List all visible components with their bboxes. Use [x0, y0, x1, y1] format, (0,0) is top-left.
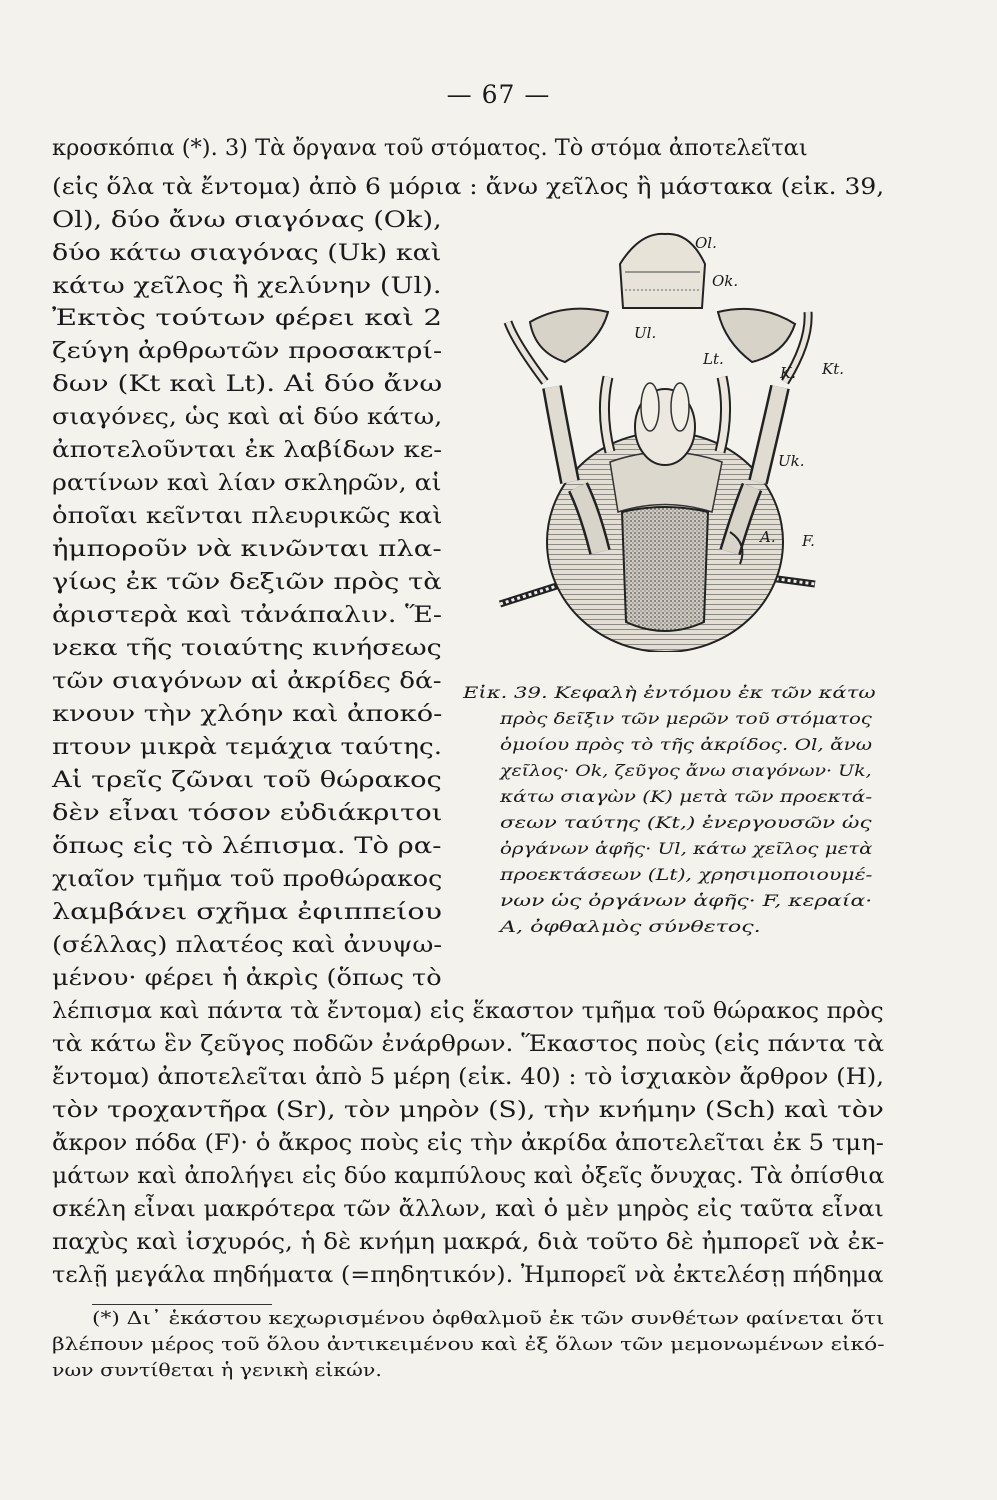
text-line: σιαγόνες, ὡς καὶ αἱ δύο κάτω, [52, 404, 443, 430]
text-line: τὰ κάτω ἓν ζεῦγος ποδῶν ἐνάρθρων. Ἕκαστος ποὺς (εἰς πάντα τὰ [52, 1031, 885, 1057]
label-ol: Ol. [695, 234, 717, 252]
text-line: τελῇ μεγάλα πηδήματα (=πηδητικόν). Ἠμπορεῖ νὰ ἐκτελέσῃ πήδημα [52, 1262, 884, 1288]
text-line: ἀποτελοῦνται ἐκ λαβίδων κε- [52, 437, 443, 463]
caption-line: νων ὡς ὀργάνων ἁφῆς· F, κεραία· [500, 892, 873, 910]
text-line: Αἱ τρεῖς ζῶναι τοῦ θώρακος [52, 767, 442, 793]
caption-line: ὀργάνων ἁφῆς· Ul, κάτω χεῖλος μετὰ [500, 840, 873, 858]
footnote-line: βλέπουν μέρος τοῦ ὅλου ἀντικειμένου καὶ ἐξ ὅλων τῶν μεμονωμένων εἰκό- [52, 1334, 885, 1355]
label-uk: Uk. [778, 452, 805, 470]
text-line: σκέλη εἶναι μακρότερα τῶν ἄλλων, καὶ ὁ μὲν μηρὸς εἰς ταῦτα εἶναι [52, 1196, 884, 1222]
text-line: (σέλλας) πλατέος καὶ ἀνυψω- [52, 932, 443, 958]
text-line: μένου· φέρει ἡ ἀκρὶς (ὅπως τὸ [52, 965, 442, 991]
text-line: γίως ἐκ τῶν δεξιῶν πρὸς τὰ [52, 569, 442, 595]
label-k: K. [780, 364, 796, 382]
label-lt: Lt. [703, 350, 724, 368]
text-line: ὅπως εἰς τὸ λέπισμα. Τὸ ρα- [52, 833, 442, 859]
text-line: νεκα τῆς τοιαύτης κινήσεως [52, 635, 442, 661]
page-number: — 67 — [446, 80, 551, 109]
text-line: ζεύγη ἀρθρωτῶν προσακτρί- [52, 338, 443, 364]
text-line: Ἐκτὸς τούτων φέρει καὶ 2 [52, 305, 443, 331]
label-ul: Ul. [634, 324, 657, 342]
text-line: ἠμποροῦν νὰ κινῶνται πλα- [52, 536, 442, 562]
label-kt: Kt. [822, 360, 845, 378]
text-line: ἔντομα) ἀποτελεῖται ἀπὸ 5 μέρη (εἰκ. 40) : τὸ ἰσχιακὸν ἄρθρον (H), [52, 1064, 884, 1090]
text-line: τῶν σιαγόνων αἱ ἀκρίδες δά- [52, 668, 442, 694]
text-line: λαμβάνει σχῆμα ἐφιππείου [52, 899, 442, 925]
text-line: ἄκρον πόδα (F)· ὁ ἄκρος ποὺς εἰς τὴν ἀκρίδα ἀποτελεῖται ἐκ 5 τμη- [52, 1130, 884, 1156]
text-line: κάτω χεῖλος ἢ χελύνην (Ul). [52, 273, 442, 299]
text-line: ἀριστερὰ καὶ τἀνάπαλιν. Ἕ- [52, 602, 442, 628]
text-line: κνουν τὴν χλόην καὶ ἀποκό- [52, 701, 443, 727]
text-line: μάτων καὶ ἀπολήγει εἰς δύο καμπύλους καὶ ὀξεῖς ὄνυχας. Τὰ ὀπίσθια [52, 1163, 885, 1189]
text-line: τὸν τροχαντῆρα (Sr), τὸν μηρὸν (S), τὴν κνήμην (Sch) καὶ τὸν [52, 1097, 884, 1123]
footnote-divider [92, 1304, 272, 1305]
caption-line: ὁμοίου πρὸς τὸ τῆς ἀκρίδος. Ol, ἄνω [500, 736, 873, 754]
footnote-line: νων συντίθεται ἡ γενικὴ εἰκών. [52, 1360, 382, 1381]
caption-line: προεκτάσεων (Lt), χρησιμοποιουμέ- [500, 866, 873, 884]
text-line: δὲν εἶναι τόσον εὐδιάκριτοι [52, 800, 443, 826]
insect-head-figure [490, 212, 850, 652]
text-line: πτουν μικρὰ τεμάχια ταύτης. [52, 734, 443, 760]
text-line: Ol), δύο ἄνω σιαγόνας (Ok), [52, 207, 442, 233]
text-line: χιαῖον τμῆμα τοῦ προθώρακος [52, 866, 443, 892]
caption-line: πρὸς δεῖξιν τῶν μερῶν τοῦ στόματος [500, 710, 872, 728]
text-line: λέπισμα καὶ πάντα τὰ ἔντομα) εἰς ἕκαστον τμῆμα τοῦ θώρακος πρὸς [52, 998, 884, 1024]
caption-line: χεῖλος· Ok, ζεῦγος ἄνω σιαγόνων· Uk, [500, 762, 872, 780]
label-ok: Ok. [712, 272, 739, 290]
text-line: δων (Kt καὶ Lt). Αἱ δύο ἄνω [52, 371, 443, 397]
text-line: παχὺς καὶ ἰσχυρός, ἡ δὲ κνήμη μακρά, διὰ τοῦτο δὲ ἠμπορεῖ νὰ ἐκ- [52, 1229, 885, 1255]
text-line: ὁποῖαι κεῖνται πλευρικῶς καὶ [52, 503, 443, 529]
footnote-line: (*) Δι᾽ ἑκάστου κεχωρισμένου ὀφθαλμοῦ ἐκ τῶν συνθέτων φαίνεται ὅτι [92, 1308, 885, 1329]
text-line: (εἰς ὅλα τὰ ἔντομα) ἀπὸ 6 μόρια : ἄνω χεῖλος ἢ μάστακα (εἰκ. 39, [52, 174, 885, 200]
text-line: ρατίνων καὶ λίαν σκληρῶν, αἱ [52, 470, 442, 496]
caption-line: κάτω σιαγὼν (K) μετὰ τῶν προεκτά- [500, 788, 873, 806]
caption-line: A, ὀφθαλμὸς σύνθετος. [500, 918, 761, 936]
insect-head-illustration [490, 212, 850, 652]
label-f: F. [802, 532, 815, 550]
caption-line: Εἰκ. 39. Κεφαλὴ ἐντόμου ἐκ τῶν κάτω [463, 684, 876, 702]
label-a: A. [760, 528, 776, 546]
caption-line: σεων ταύτης (Kt,) ἐνεργουσῶν ὡς [500, 814, 872, 832]
text-line: κροσκόπια (*). 3) Τὰ ὄργανα τοῦ στόματος. Τὸ στόμα ἀποτελεῖται [52, 135, 808, 161]
text-line: δύο κάτω σιαγόνας (Uk) καὶ [52, 240, 442, 266]
